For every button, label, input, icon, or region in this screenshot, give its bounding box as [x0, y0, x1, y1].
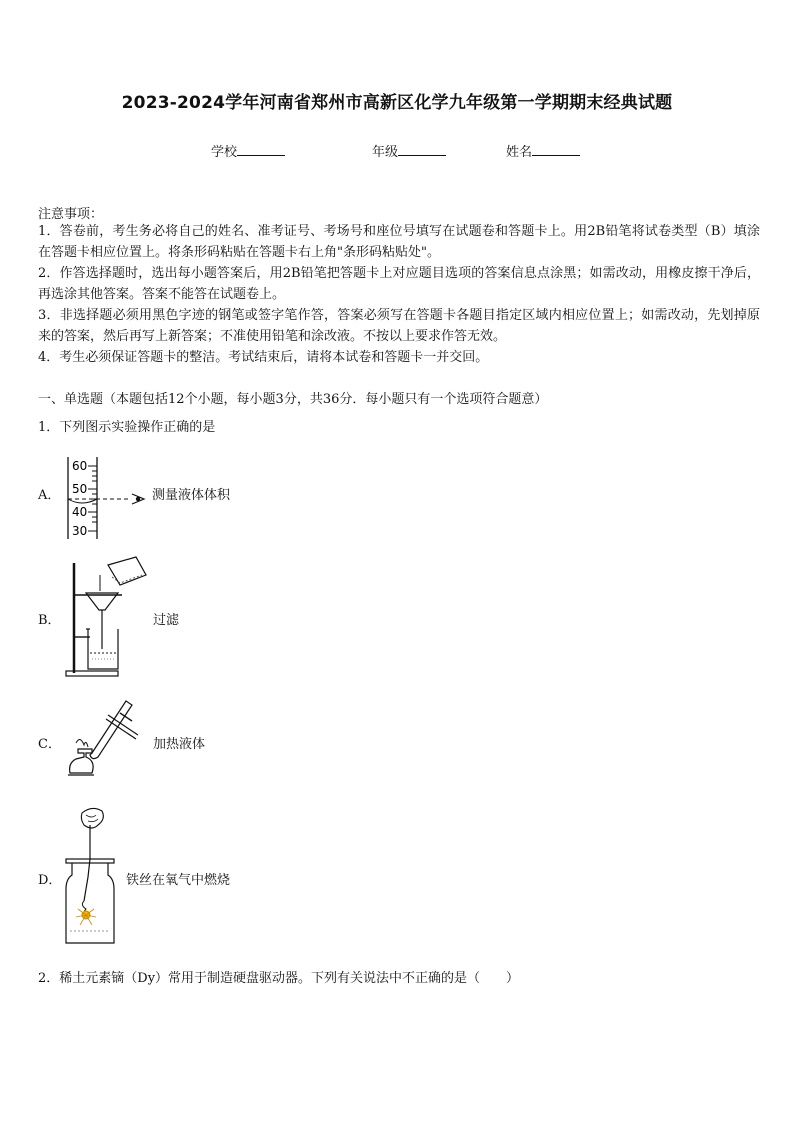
option-b-letter[interactable]: B． — [38, 613, 61, 628]
grade-label: 年级 — [372, 145, 399, 160]
grade-blank[interactable] — [398, 142, 446, 156]
tick-label-50: 50 — [72, 482, 88, 496]
name-label: 姓名 — [506, 145, 533, 160]
note-item-2: 2．作答选择题时，选出每小题答案后，用2B铅笔把答题卡上对应题目选项的答案信息点涂黑；如需改动，用橡皮擦干净后，再选涂其他答案。答案不能答在试题卷上。 — [38, 266, 760, 302]
heating-liquid-figure — [62, 695, 142, 790]
tick-label-30: 30 — [72, 524, 88, 538]
question-2-stem: 2．稀土元素镝（Dy）常用于制造硬盘驱动器。下列有关说法中不正确的是（ ） — [38, 971, 520, 986]
filtration-figure — [62, 555, 157, 680]
name-field[interactable] — [506, 141, 580, 160]
school-field[interactable] — [211, 141, 285, 160]
tick-label-40: 40 — [72, 505, 88, 519]
school-blank[interactable] — [237, 142, 285, 156]
option-d-letter[interactable]: D． — [38, 873, 62, 888]
page-title: 2023-2024学年河南省郑州市高新区化学九年级第一学期期末经典试题 — [121, 93, 673, 113]
option-b-label: 过滤 — [153, 613, 180, 628]
graduated-cylinder-figure — [60, 455, 155, 540]
section-title: 一、单选题（本题包括12个小题，每小题3分，共36分．每小题只有一个选项符合题意） — [38, 392, 548, 407]
tick-label-60: 60 — [72, 459, 88, 473]
note-item-4: 4．考生必须保证答题卡的整洁。考试结束后，请将本试卷和答题卡一并交回。 — [38, 350, 489, 365]
question-1-stem: 1．下列图示实验操作正确的是 — [38, 420, 216, 435]
option-d-label: 铁丝在氧气中燃烧 — [126, 873, 231, 888]
option-a-label: 测量液体体积 — [152, 488, 231, 503]
iron-wire-burning-figure — [62, 805, 122, 950]
option-c-label: 加热液体 — [153, 737, 206, 752]
grade-field[interactable] — [372, 141, 446, 160]
note-item-3: 3．非选择题必须用黑色字迹的钢笔或签字笔作答，答案必须写在答题卡各题目指定区域内相应位置上；如需改动，先划掉原来的答案，然后再写上新答案；不准使用铅笔和涂改液。不按以上要求作答无效。 — [38, 308, 760, 344]
school-label: 学校 — [211, 145, 238, 160]
notes-heading: 注意事项： — [38, 207, 104, 222]
option-c-letter[interactable]: C． — [38, 737, 61, 752]
name-blank[interactable] — [532, 142, 580, 156]
option-a-letter[interactable]: A． — [38, 488, 61, 503]
note-item-1: 1．答卷前，考生务必将自己的姓名、准考证号、考场号和座位号填写在试题卷和答题卡上。用2B铅笔将试卷类型（B）填涂在答题卡相应位置上。将条形码粘贴在答题卡右上角"条形码粘贴处"。 — [38, 224, 760, 260]
